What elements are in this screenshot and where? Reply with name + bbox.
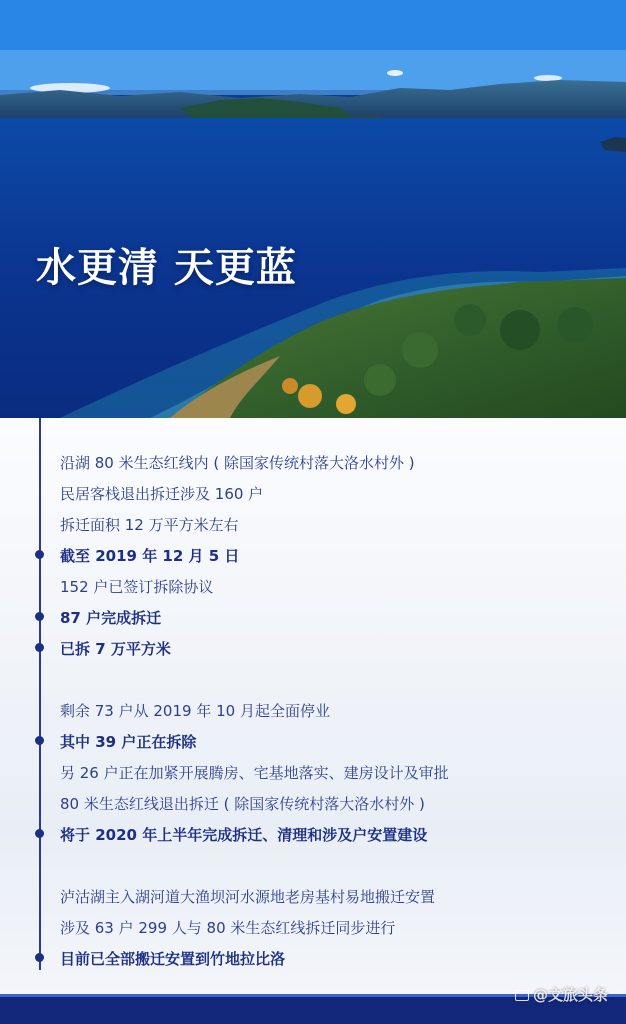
- timeline-dot: [35, 953, 44, 962]
- highlight-line: 目前已全部搬迁安置到竹地拉比洛: [60, 950, 286, 968]
- highlight-line: 截至 2019 年 12 月 5 日: [60, 547, 240, 565]
- camera-icon: [515, 990, 529, 1001]
- timeline-dot: [35, 736, 44, 745]
- timeline-dot: [35, 643, 44, 652]
- text-line: 涉及 63 户 299 人与 80 米生态红线拆迁同步进行: [60, 919, 396, 937]
- text-line: 泸沽湖主入湖河道大渔坝河水源地老房基村易地搬迁安置: [60, 888, 436, 906]
- watermark-text: @文旅头条: [532, 986, 608, 1004]
- timeline-line: [39, 418, 41, 970]
- text-line: 拆迁面积 12 万平方米左右: [60, 516, 239, 534]
- hero-title: 水更清 天更蓝: [36, 244, 297, 291]
- lake-landscape-illustration: [0, 0, 626, 418]
- text-line: 剩余 73 户从 2019 年 10 月起全面停业: [60, 702, 330, 720]
- highlight-line: 将于 2020 年上半年完成拆迁、清理和涉及户安置建设: [60, 826, 428, 844]
- hero-photo: [0, 0, 626, 418]
- text-line: 沿湖 80 米生态红线内 ( 除国家传统村落大洛水村外 ): [60, 454, 415, 472]
- timeline-dot: [35, 829, 44, 838]
- highlight-line: 已拆 7 万平方米: [60, 640, 171, 658]
- text-line: 另 26 户正在加紧开展腾房、宅基地落实、建房设计及审批: [60, 764, 449, 782]
- text-line: 民居客栈退出拆迁涉及 160 户: [60, 485, 264, 503]
- highlight-line: 其中 39 户正在拆除: [60, 733, 197, 751]
- timeline-dot: [35, 612, 44, 621]
- text-line: 152 户已签订拆除协议: [60, 578, 214, 596]
- text-line: 80 米生态红线退出拆迁 ( 除国家传统村落大洛水村外 ): [60, 795, 425, 813]
- watermark: [515, 984, 608, 1005]
- highlight-line: 87 户完成拆迁: [60, 609, 162, 627]
- timeline-dot: [35, 550, 44, 559]
